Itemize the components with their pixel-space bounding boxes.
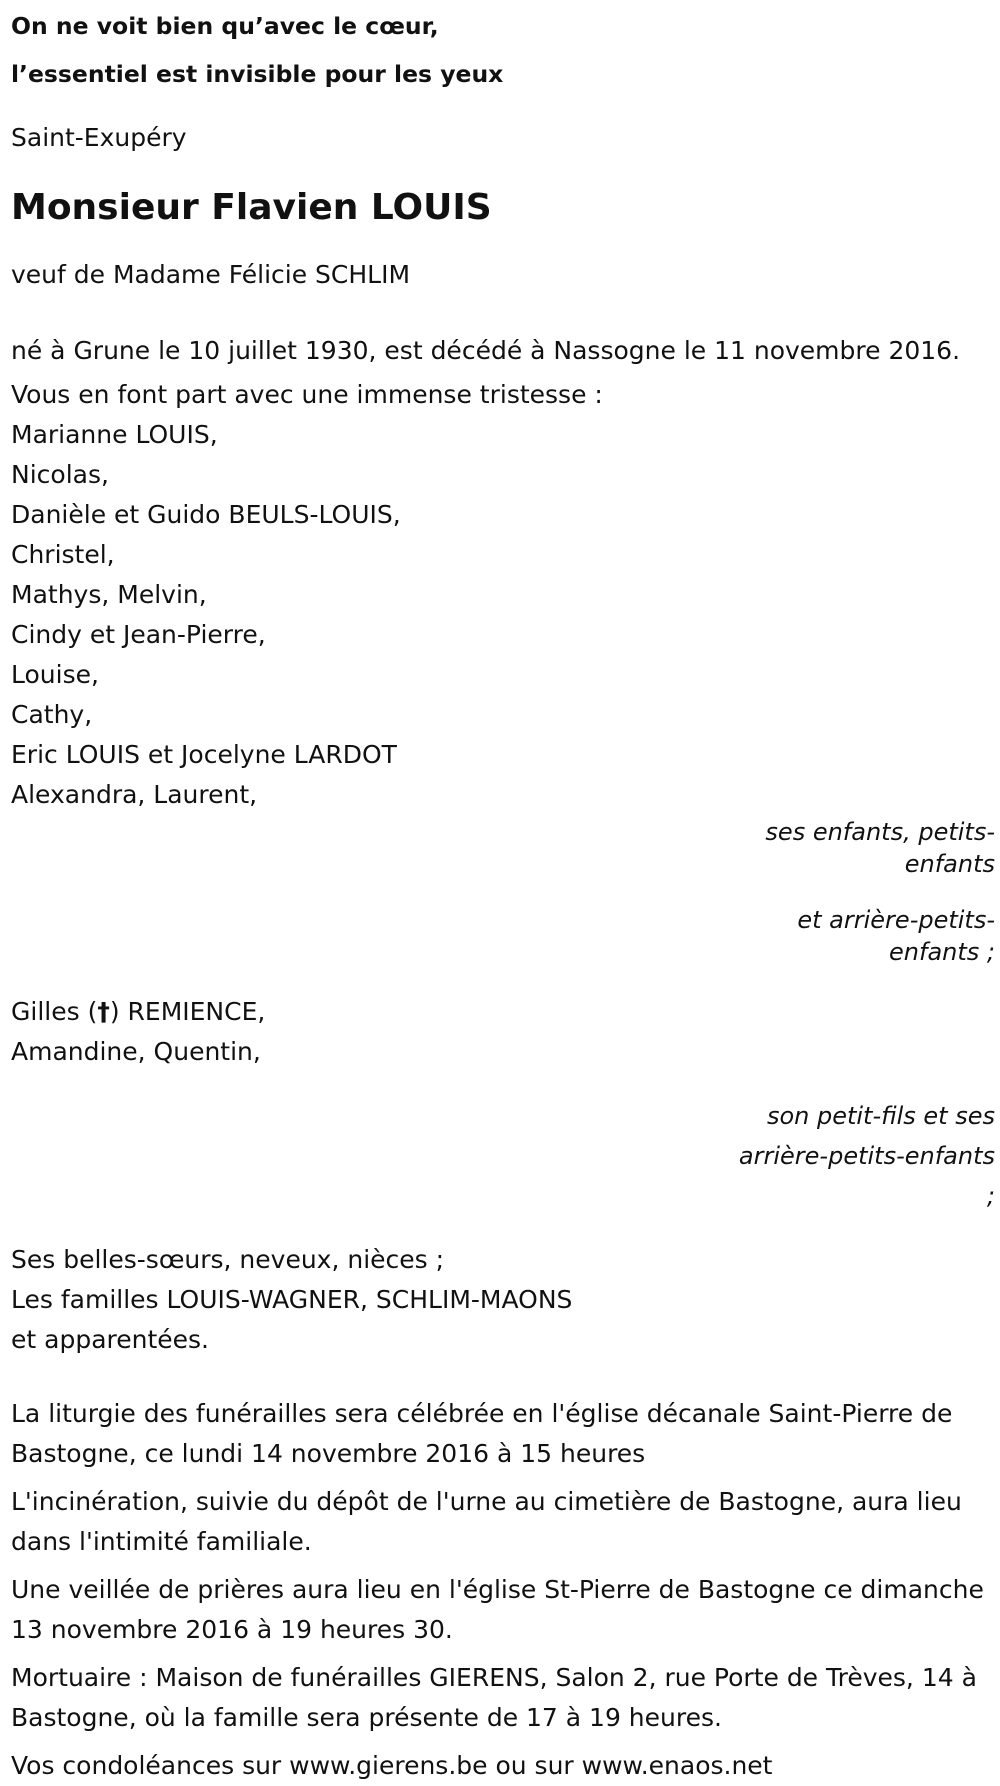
family-member: Cathy, <box>11 700 93 729</box>
deceased-name: Monsieur Flavien LOUIS <box>11 187 492 228</box>
quote-line-1: On ne voit bien qu’avec le cœur, <box>11 12 439 40</box>
condolences-info: Vos condoléances sur www.gierens.be ou sur www.enaos.net <box>11 1751 773 1780</box>
epigraph <box>11 0 995 98</box>
family-member: Christel, <box>11 540 115 569</box>
gilles-prefix: Gilles ( <box>11 997 98 1026</box>
family-member: Amandine, Quentin, <box>11 1037 261 1066</box>
quote-line-2: l’essentiel est invisible pour les yeux <box>11 60 504 88</box>
family-member: Mathys, Melvin, <box>11 580 207 609</box>
vigil-details: Une veillée de prières aura lieu en l'église St-Pierre de Bastogne ce dimanche 13 novembre 2016 à 19 heures 30. <box>11 1575 984 1644</box>
family-member: Nicolas, <box>11 460 109 489</box>
family-list-2 <box>11 992 995 1072</box>
family-member: Cindy et Jean-Pierre, <box>11 620 266 649</box>
obituary-notice <box>11 0 995 1780</box>
extended-family-line: Ses belles-sœurs, neveux, nièces ; <box>11 1245 445 1274</box>
family-role-great-grandchildren: et arrière-petits-enfants ; <box>797 906 995 966</box>
family-member-gilles <box>11 992 995 1032</box>
widow-of: veuf de Madame Félicie SCHLIM <box>11 260 411 289</box>
quote-author: Saint-Exupéry <box>11 123 187 152</box>
deceased-cross-icon: † <box>97 997 110 1026</box>
birth-death-statement: né à Grune le 10 juillet 1930, est décédé à Nassogne le 11 novembre 2016. <box>11 336 961 365</box>
family-role-children: ses enfants, petits-enfants <box>765 818 995 878</box>
announcement-intro: Vous en font part avec une immense tristesse : <box>11 380 603 409</box>
family-list-1 <box>11 415 995 815</box>
family-member: Louise, <box>11 660 99 689</box>
mortuary-details: Mortuaire : Maison de funérailles GIERENS, Salon 2, rue Porte de Trèves, 14 à Bastogne, où la famille sera présente de 17 à 19 heures. <box>11 1663 977 1732</box>
liturgy-details: La liturgie des funérailles sera célébrée en l'église décanale Saint-Pierre de Bastogne, ce lundi 14 novembre 2016 à 15 heures <box>11 1399 953 1468</box>
gilles-suffix: ) REMIENCE, <box>109 997 266 1026</box>
family-member: Marianne LOUIS, <box>11 420 218 449</box>
family-member: Alexandra, Laurent, <box>11 780 258 809</box>
family-role-grandson: son petit-fils et ses arrière-petits-enfants ; <box>738 1102 995 1210</box>
family-member: Danièle et Guido BEULS-LOUIS, <box>11 500 401 529</box>
incineration-details: L'incinération, suivie du dépôt de l'urne au cimetière de Bastogne, aura lieu dans l'intimité familiale. <box>11 1487 962 1556</box>
extended-family-line: Les familles LOUIS-WAGNER, SCHLIM-MAONS <box>11 1285 573 1314</box>
extended-family <box>11 1240 995 1360</box>
extended-family-line: et apparentées. <box>11 1325 209 1354</box>
family-member: Eric LOUIS et Jocelyne LARDOT <box>11 740 397 769</box>
